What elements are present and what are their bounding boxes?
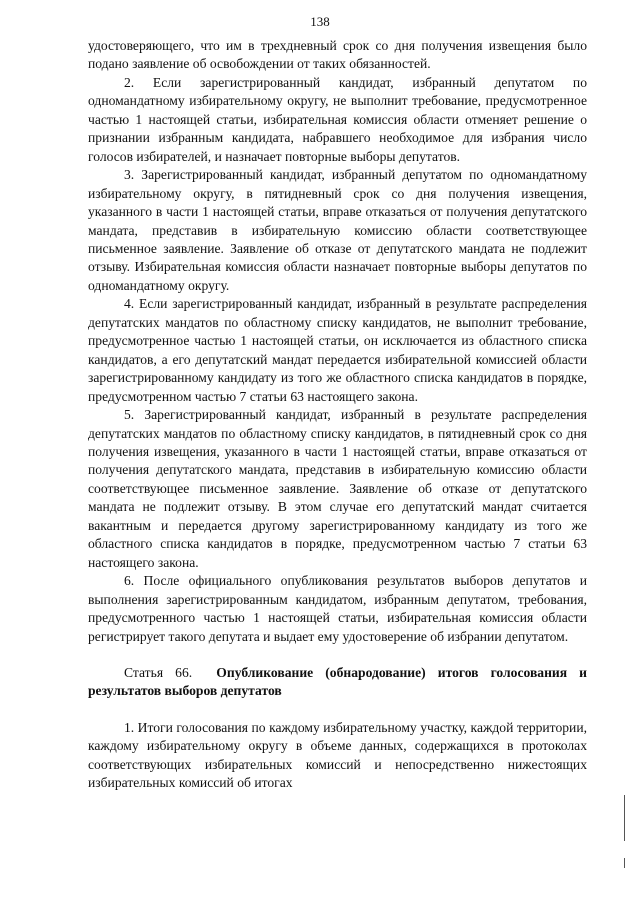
paragraph-part-5: 5. Зарегистрированный кандидат, избранный в результате распределения депутатских мандатов по областному списку кандидатов, в пятидневный срок со дня получения извещения, указанного в части 1 настоящей статьи, вправе отказаться от получения депутатского мандата, представив в избирательную комиссию области соответствующее письменное заявление. Заявление об отказе от депутатского мандата не подлежит отзыву. В этом случае его депутатский мандат считается вакантным и передается другому зарегистрированному кандидату из того же областного списка кандидатов в порядке, предусмотренном частью 7 статьи 63 настоящего закона. — [88, 407, 587, 570]
article-heading — [88, 664, 587, 701]
document-body — [88, 37, 587, 793]
paragraph-continuation: удостоверяющего, что им в трехдневный срок со дня получения извещения было подано заявление об освобождении от таких обязанностей. — [88, 38, 587, 72]
paragraph-part-4: 4. Если зарегистрированный кандидат, избранный в результате распределения депутатских мандатов по областному списку кандидатов, не выполнит требование, предусмотренное частью 1 настоящей статьи, он исключается из областного списка кандидатов, а его депутатский мандат передается избирательной комиссией области зарегистрированному кандидату из того же областного списка кандидатов в порядке, предусмотренном частью 7 статьи 63 настоящего закона. — [88, 296, 587, 404]
scan-margin-mark — [624, 795, 625, 841]
paragraph-part-3: 3. Зарегистрированный кандидат, избранный депутатом по одномандатному избирательному округу, в пятидневный срок со дня получения извещения, указанного в части 1 настоящей статьи, вправе отказаться от получения депутатского мандата, представив в избирательную комиссию области соответствующее письменное заявление. Заявление об отказе от депутатского мандата не подлежит отзыву. Избирательная комиссия области назначает повторные выборы депутатов по одномандатному округу. — [88, 167, 587, 293]
article-paragraph-1: 1. Итоги голосования по каждому избирательному участку, каждой территории, каждому избирательному округу в объеме данных, содержащихся в протоколах соответствующих избирательных комиссий и непосредственно нижестоящих избирательных комиссий об итогах — [88, 719, 587, 791]
page-number: 138 — [310, 14, 330, 29]
paragraph-part-6: 6. После официального опубликования результатов выборов депутатов и выполнения зарегистрированным кандидатом, избранным депутатом, требования, предусмотренного частью 1 настоящей статьи, избирательная комиссия области регистрирует такого депутата и выдает ему удостоверение об избрании депутатом. — [88, 573, 587, 644]
paragraph-part-2: 2. Если зарегистрированный кандидат, избранный депутатом по одномандатному избирательному округу, не выполнит требование, предусмотренное частью 1 настоящей статьи, избирательная комиссия области отменяет решение о признании избранным кандидата, набравшего необходимое для избрания число голосов избирателей, и назначает повторные выборы депутатов. — [88, 74, 587, 164]
article-title: Опубликование (обнародование) итогов голосования и результатов выборов депутатов — [88, 664, 588, 699]
article-label: Статья 66. — [124, 664, 193, 680]
scan-margin-mark — [624, 858, 625, 868]
